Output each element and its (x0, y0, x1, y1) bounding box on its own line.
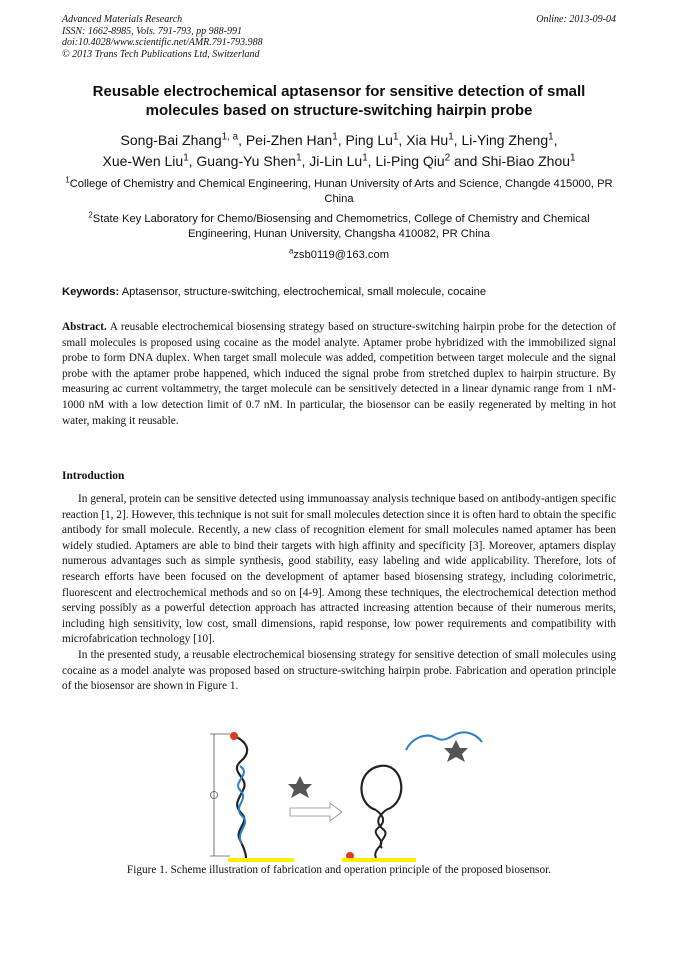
introduction-body (62, 492, 616, 695)
author-name: Xue-Wen Liu (102, 153, 184, 169)
author-list: Song-Bai Zhang$^{1, a}$, Pei-Zhen Han$^1$, Ping Lu$^1$, Xia Hu$^1$, Li-Ying Zheng$^1$, Xue-Wen Liu$^1$, Guang-Yu Shen$^1$, Ji-Lin Lu$^1$, Li-Ping Qiu$^2$ and Shi-Biao Zhou$^1$ (102, 131, 576, 169)
hairpin-loop (361, 766, 401, 810)
length-bracket (210, 734, 230, 856)
author-name: Ping Lu (345, 132, 393, 148)
keywords-text: Aptasensor, structure-switching, electrochemical, small molecule, cocaine (121, 286, 487, 298)
abstract-label: Abstract. (62, 321, 107, 333)
figure-1-scheme (190, 728, 530, 868)
hairpin-stem (375, 810, 386, 858)
author-name: Shi-Biao Zhou (481, 153, 571, 169)
author-name: Guang-Yu Shen (196, 153, 297, 169)
author-affiliation-mark: 2 (444, 152, 451, 164)
author-affiliation-mark: 1 (448, 131, 454, 143)
intro-paragraph-1: In general, protein can be sensitive detected using immunoassay analysis technique based on antibody-antigen specific reaction [1, 2]. However, this technique is not suit for small molecules detection since it is often hard to obtain the specific antibody for small molecule. Recently, a new class of recognition element for small molecules named aptamer has been widely studied. Aptamers are able to bind their targets with high affinity and specificity [3]. Moreover, aptamers display numerous advantages such as simple synthesis, good stability, easy labeling and wide applicability. Therefore, lots of research efforts have been focused on the development of aptamer based biosensing strategy, including colorimetric, fluorescent and electrochemical methods and so on [4-9]. Among these techniques, the electrochemical detection method serving possibly as a powerful detection approach has attracted increasing attention because of their numerous merits, including high sensitivity, low cost, small dimensions, rapid response, low power requirements and compatibility with microfabrication technology [10]. (62, 493, 616, 646)
online-date: Online: 2013-09-04 (536, 14, 616, 25)
keywords-label: Keywords: (62, 286, 120, 298)
affiliation-2: $^2$State Key Laboratory for Chemo/Biosensing and Chemometrics, College of Chemistry and Chemical Engineering, Hunan University, Changsha 410082, PR China (88, 210, 590, 240)
issn-line: ISSN: 1662-8985, Vols. 791-793, pp 988-991 (62, 25, 242, 37)
author-name: Pei-Zhen Han (245, 132, 333, 148)
electrode-left (228, 858, 294, 862)
author-affiliation-mark: 1 (392, 131, 399, 143)
redox-label-left (230, 732, 238, 740)
figure-1-caption: Figure 1. Scheme illustration of fabrication and operation principle of the proposed biosensor. (126, 864, 552, 876)
author-name: Ji-Lin Lu (309, 153, 363, 169)
abstract-text: A reusable electrochemical biosensing strategy based on structure-switching hairpin probe for the detection of small molecules is proposed using cocaine as the model analyte. Aptamer probe hybridized with the immobilized signal probe to form DNA duplex. When target small molecule was added, competition between target molecule and the signal probe with the aptamer probe happened, which induced the signal probe from stretched duplex to hairpin structure. By measuring ac current voltammetry, the target molecule can be sensitively detected in a linear dynamic range from 1 nM-1000 nM with a low detection limit of 0.7 nM. In particular, the biosensor can be easily regenerated by melting in hot water, making it reusable. (62, 321, 617, 427)
keywords (62, 285, 616, 300)
reaction-arrow (290, 803, 342, 821)
copyright-line: © 2013 Trans Tech Publications Ltd, Switzerland (62, 48, 260, 60)
author-affiliation-mark: 1 (296, 152, 302, 164)
author-affiliation-mark: 1 (548, 131, 554, 143)
abstract (62, 320, 616, 429)
doi-line: doi:10.4028/www.scientific.net/AMR.791-793.988 (62, 37, 263, 49)
author-email: $^a$zsb0119@163.com (288, 246, 390, 261)
paper-title: Reusable electrochemical aptasensor for sensitive detection of small molecules based on structure-switching hairpin probe (92, 83, 586, 119)
author-name: Li-Ying Zheng (461, 132, 549, 148)
bound-target-star (444, 740, 468, 762)
email-link[interactable]: zsb0119@163.com (293, 249, 390, 261)
journal-header (62, 14, 616, 60)
author-affiliation-mark: 1 (183, 152, 189, 164)
target-molecule-star (288, 776, 312, 798)
intro-paragraph-2: In the presented study, a reusable electrochemical biosensing strategy for sensitive detection of small molecules using cocaine as a model analyte was proposed based on structure-switching hairpin probe. Fabrication and operation principle of the biosensor are shown in Figure 1. (62, 648, 616, 693)
affiliation-1: $^1$College of Chemistry and Chemical Engineering, Hunan University of Arts and Science, Changde 415000, PR China (65, 175, 613, 205)
author-name: Song-Bai Zhang (120, 132, 222, 148)
author-affiliation-mark: 1 (332, 131, 338, 143)
released-aptamer (406, 732, 482, 750)
electrode-right (342, 858, 416, 862)
author-name: Li-Ping Qiu (375, 153, 445, 169)
section-heading-introduction: Introduction (62, 470, 125, 482)
author-affiliation-mark: 1 (362, 152, 368, 164)
author-name: Xia Hu (406, 132, 449, 148)
author-affiliation-mark: 1, a (221, 131, 239, 143)
author-affiliation-mark: 1 (570, 152, 576, 164)
journal-name: Advanced Materials Research (62, 14, 183, 25)
